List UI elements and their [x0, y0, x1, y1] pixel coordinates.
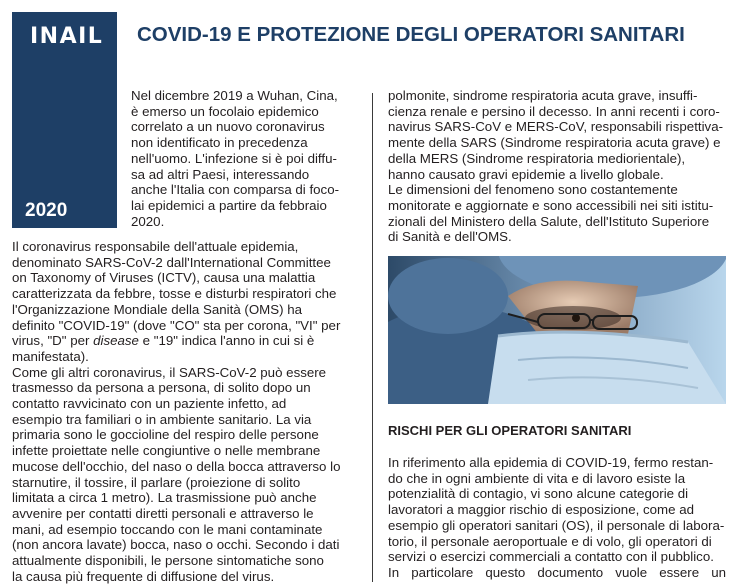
text-line: lavoratori a maggior rischio di esposizione, come ad — [388, 502, 694, 518]
intro-line: 2020. — [131, 213, 165, 229]
text-line: limitata a circa 1 metro). La trasmissione può anche — [12, 490, 317, 506]
publication-year: 2020 — [25, 200, 68, 221]
healthcare-worker-photo — [388, 256, 726, 404]
brand-sidebar — [12, 12, 117, 228]
text-fragment: e "19" indica l'anno in cui si è — [138, 333, 315, 349]
text-line: la causa più frequente di diffusione del virus. — [12, 568, 275, 584]
text-line: denominato SARS-CoV-2 dall'International Committee — [12, 254, 331, 270]
paragraph-risk-categories — [388, 455, 726, 565]
text-fragment: virus, "D" per — [12, 333, 94, 349]
text-line: potenzialità di contagio, vi sono alcune categorie di — [388, 486, 689, 502]
text-line: zionali del Ministero della Salute, dell'Istituto Superiore — [388, 213, 710, 229]
intro-line: non identificato in precedenza — [131, 135, 308, 151]
text-line: Il coronavirus responsabile dell'attuale epidemia, — [12, 239, 299, 254]
photo-illustration — [388, 256, 726, 404]
text-line: esempio tra familiari o in ambiente sanitario. La via — [12, 411, 312, 427]
text-line: (non ancora lavate) bocca, naso o occhi. Secondo i dati — [12, 537, 340, 553]
right-column-top — [388, 88, 726, 245]
text-line: mente della SARS (Sindrome respiratoria acuta grave) e — [388, 135, 721, 151]
text-line: navirus SARS-CoV e MERS-CoV, responsabili rispettiva- — [388, 119, 724, 135]
text-line: In riferimento alla epidemia di COVID-19, fermo restan- — [388, 455, 714, 470]
text-line: do che in ogni ambiente di vita e di lavoro esiste la — [388, 470, 686, 486]
intro-line: correlato a un nuovo coronavirus — [131, 119, 325, 135]
emphasis-disease: disease — [93, 333, 139, 349]
text-line: esempio gli operatori sanitari (OS), il personale di labora- — [388, 517, 725, 533]
text-line: di Sanità e dell'OMS. — [388, 229, 512, 245]
intro-line: Nel dicembre 2019 a Wuhan, Cina, — [131, 88, 338, 103]
paragraph-monitoring — [388, 182, 726, 245]
intro-line: nell'uomo. L'infezione si è poi diffu- — [131, 150, 337, 166]
text-line: monitorate e aggiornate e sono accessibili nei siti istitu- — [388, 197, 714, 213]
text-line: contatto ravvicinato con un paziente infetto, ad — [12, 396, 287, 412]
text-line: primaria sono le goccioline del respiro delle persone — [12, 427, 319, 443]
inail-logo: INAIL — [30, 24, 104, 49]
text-line: In particolare questo documento vuole essere un — [388, 564, 726, 580]
text-line: della MERS (Sindrome respiratoria mediorientale), — [388, 150, 686, 166]
section-heading-risks: RISCHI PER GLI OPERATORI SANITARI — [388, 423, 632, 438]
column-divider — [372, 93, 373, 582]
text-line: Come gli altri coronavirus, il SARS-CoV-2 può essere — [12, 364, 327, 380]
text-line: starnutire, il tossire, il parlare (proiezione di solito — [12, 474, 301, 490]
text-line: definito "COVID-19" (dove "CO" sta per corona, "VI" per — [12, 317, 341, 333]
text-line: polmonite, sindrome respiratoria acuta grave, insuffi- — [388, 88, 698, 103]
document-title: COVID-19 E PROTEZIONE DEGLI OPERATORI SANITARI — [137, 23, 685, 46]
text-line: torio, il personale aeroportuale e di volo, gli operatori di — [388, 533, 712, 549]
intro-line: sa ad altri Paesi, interessando — [131, 166, 310, 182]
intro-line: è emerso un focolaio epidemico — [131, 103, 319, 119]
left-column — [12, 239, 351, 584]
intro-paragraph — [131, 88, 351, 229]
text-line: mani, ad esempio toccando con le mani contaminate — [12, 521, 323, 537]
text-line: caratterizzata da febbre, tosse e disturbi respiratori che — [12, 286, 337, 302]
text-line — [12, 333, 351, 349]
text-line: Le dimensioni del fenomeno sono costantemente — [388, 182, 678, 198]
right-column-bottom — [388, 455, 726, 581]
text-line: manifestata). — [12, 348, 89, 364]
text-line: infette proiettate nelle congiuntive o nelle membrane — [12, 443, 321, 459]
paragraph-transmission — [12, 365, 351, 584]
text-line: mucose dell'occhio, del naso o della bocca attraverso lo — [12, 458, 341, 474]
text-line: attualmente disponibili, le persone sintomatiche sono — [12, 553, 324, 569]
intro-line: lai epidemici a partire da febbraio — [131, 197, 327, 213]
paragraph-virus-definition — [12, 239, 351, 365]
text-line: on Taxonomy of Viruses (ICTV), causa una malattia — [12, 270, 316, 286]
text-line: servizi o esercizi commerciali a contatto con il pubblico. — [388, 549, 714, 565]
paragraph-document-purpose — [388, 565, 726, 581]
text-line: trasmesso da persona a persona, di solito dopo un — [12, 380, 311, 396]
text-line: cienza renale e persino il decesso. In anni recenti i coro- — [388, 103, 720, 119]
text-line: hanno causato gravi epidemie a livello globale. — [388, 166, 664, 182]
paragraph-symptoms — [388, 88, 726, 182]
intro-line: anche l'Italia con comparsa di foco- — [131, 182, 340, 198]
text-line: l'Organizzazione Mondiale della Sanità (OMS) ha — [12, 301, 303, 317]
text-line: avvenire per contatti diretti personali e attraverso le — [12, 505, 314, 521]
